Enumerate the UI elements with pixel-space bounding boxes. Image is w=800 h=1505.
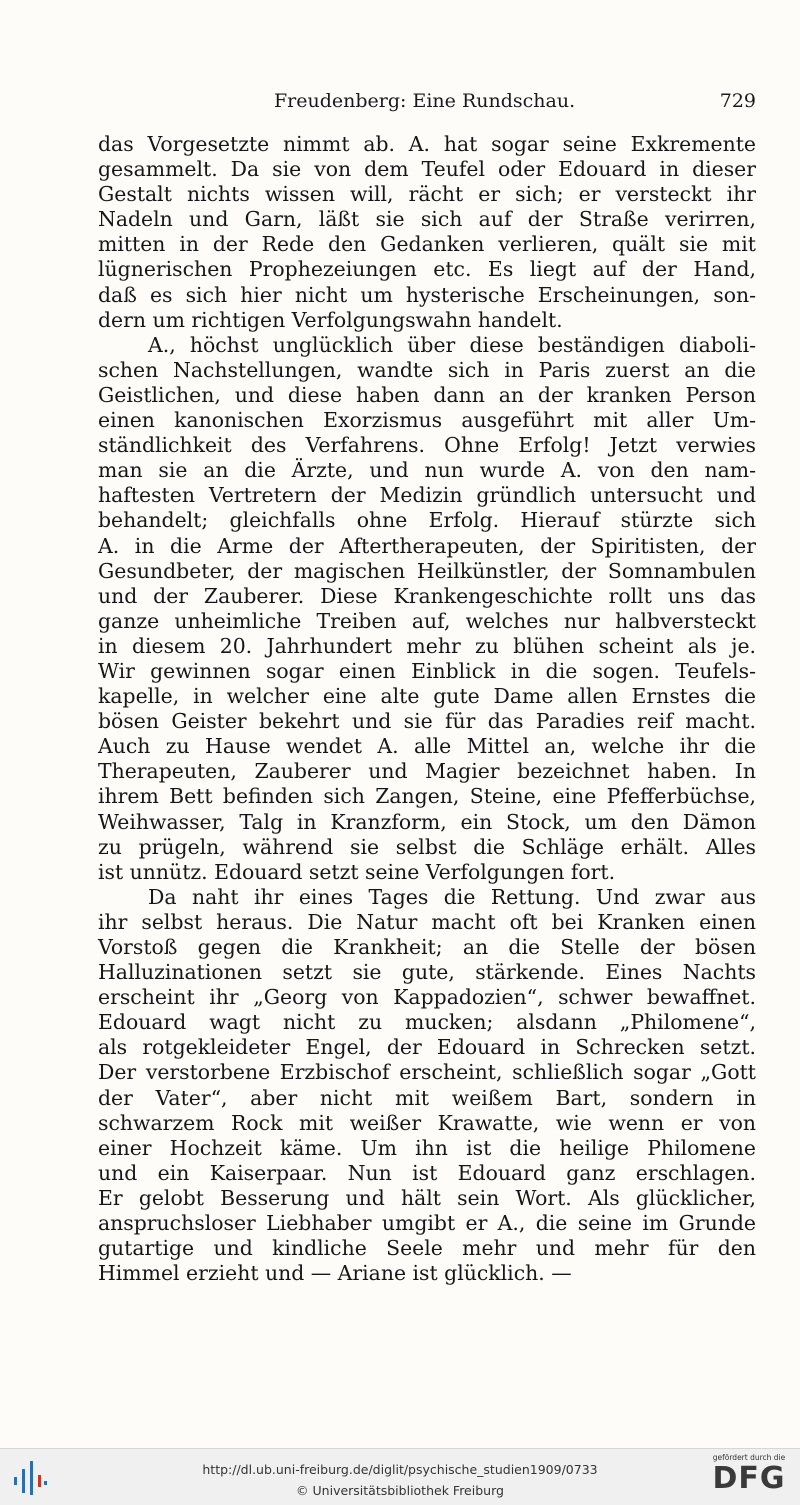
text-line: zu prügeln, während sie selbst die Schläge erhält. Alles [98,834,756,859]
dfg-logo [704,1453,794,1501]
text-line: schwarzem Rock mit weißer Krawatte, wie wenn er von [98,1110,756,1135]
text-line: erscheint ihr „Georg von Kappadozien“, schwer bewaffnet. [98,985,756,1010]
viewer-footer [0,1448,800,1505]
text-line: daß es sich hier nicht um hysterische Erscheinungen, son- [98,282,756,307]
text-line: haftesten Vertretern der Medizin gründlich untersucht und [98,483,756,508]
text-line: Gesundbeter, der magischen Heilkünstler, der Somnambulen [98,558,756,583]
text-line: bösen Geister bekehrt und sie für das Paradies reif macht. [98,709,756,734]
document-url[interactable]: http://dl.ub.uni-freiburg.de/diglit/psychische_studien1909/0733 [202,1462,598,1477]
text-line: das Vorgesetzte nimmt ab. A. hat sogar seine Exkremente [98,132,756,156]
text-line: Edouard wagt nicht zu mucken; alsdann „Philomene“, [98,1010,756,1035]
text-line: in diesem 20. Jahrhundert mehr zu blühen scheint als je. [98,633,756,658]
page-number: 729 [719,90,756,112]
text-line: einen kanonischen Exorzismus ausgeführt mit aller Um- [98,408,756,433]
text-line: A. in die Arme der Aftertherapeuten, der Spiritisten, der [98,533,756,558]
text-line: man sie an die Ärzte, und nun wurde A. von den nam- [98,458,756,483]
text-line: und der Zauberer. Diese Krankengeschichte rollt uns das [98,583,756,608]
text-line: Auch zu Hause wendet A. alle Mittel an, welche ihr die [98,734,756,759]
text-line: Gestalt nichts wissen will, rächt er sich; er versteckt ihr [98,182,756,207]
text-line: gutartige und kindliche Seele mehr und mehr für den [98,1236,756,1261]
text-line: Nadeln und Garn, läßt sie sich auf der Straße verirren, [98,207,756,232]
text-line: Vorstoß gegen die Krankheit; an die Stelle der bösen [98,935,756,959]
text-line: ihrem Bett befinden sich Zangen, Steine, eine Pfefferbüchse, [98,784,756,809]
text-line: ihr selbst heraus. Die Natur macht oft bei Kranken einen [98,909,756,934]
text-line: dern um richtigen Verfolgungswahn handelt. [98,307,563,332]
running-title: Freudenberg: Eine Rundschau. [274,90,576,112]
text-line: lügnerischen Prophezeiungen etc. Es liegt auf der Hand, [98,257,756,282]
text-line: Er gelobt Besserung und hält sein Wort. Als glücklicher, [98,1185,756,1210]
running-head [98,90,756,120]
dfg-caption: gefördert durch die [712,1453,786,1462]
text-line: behandelt; gleichfalls ohne Erfolg. Hierauf stürzte sich [98,508,756,533]
text-line: ist unnütz. Edouard setzt seine Verfolgungen fort. [98,859,616,884]
text-line: mitten in der Rede den Gedanken verlieren, quält sie mit [98,232,756,257]
text-line: Wir gewinnen sogar einen Einblick in die sogen. Teufels- [98,658,756,683]
text-line: Therapeuten, Zauberer und Magier bezeichnet haben. In [98,759,756,784]
text-line: ständlichkeit des Verfahrens. Ohne Erfolg! Jetzt verwies [98,433,756,458]
text-line: schen Nachstellungen, wandte sich in Paris zuerst an die [98,357,756,382]
dfg-wordmark: DFG [712,1461,786,1496]
body-text [98,132,756,1286]
text-line: Da naht ihr eines Tages die Rettung. Und zwar aus [148,884,756,909]
text-line: Himmel erzieht und — Ariane ist glücklich. — [98,1261,572,1286]
text-line: gesammelt. Da sie von dem Teufel oder Edouard in dieser [98,157,756,182]
text-line: kapelle, in welcher eine alte gute Dame allen Ernstes die [98,684,756,709]
text-line: der Vater“, aber nicht mit weißem Bart, sondern in [98,1085,756,1110]
text-line: einer Hochzeit käme. Um ihn ist die heilige Philomene [98,1135,756,1160]
text-line: ganze unheimliche Treiben auf, welches nur halbversteckt [98,608,756,633]
text-line: und ein Kaiserpaar. Nun ist Edouard ganz erschlagen. [98,1160,756,1185]
text-line: anspruchsloser Liebhaber umgibt er A., die seine im Grunde [98,1211,756,1236]
text-line: Geistlichen, und diese haben dann an der kranken Person [98,382,756,407]
text-line: Der verstorbene Erzbischof erscheint, schließlich sogar „Gott [98,1060,756,1085]
text-line: als rotgekleideter Engel, der Edouard in Schrecken setzt. [98,1035,756,1060]
text-line: Weihwasser, Talg in Kranzform, ein Stock, um den Dämon [98,809,756,834]
copyright-notice: © Universitätsbibliothek Freiburg [296,1483,504,1498]
text-line: Halluzinationen setzt sie gute, stärkende. Eines Nachts [98,960,756,985]
text-line: A., höchst unglücklich über diese beständigen diaboli- [148,332,756,357]
